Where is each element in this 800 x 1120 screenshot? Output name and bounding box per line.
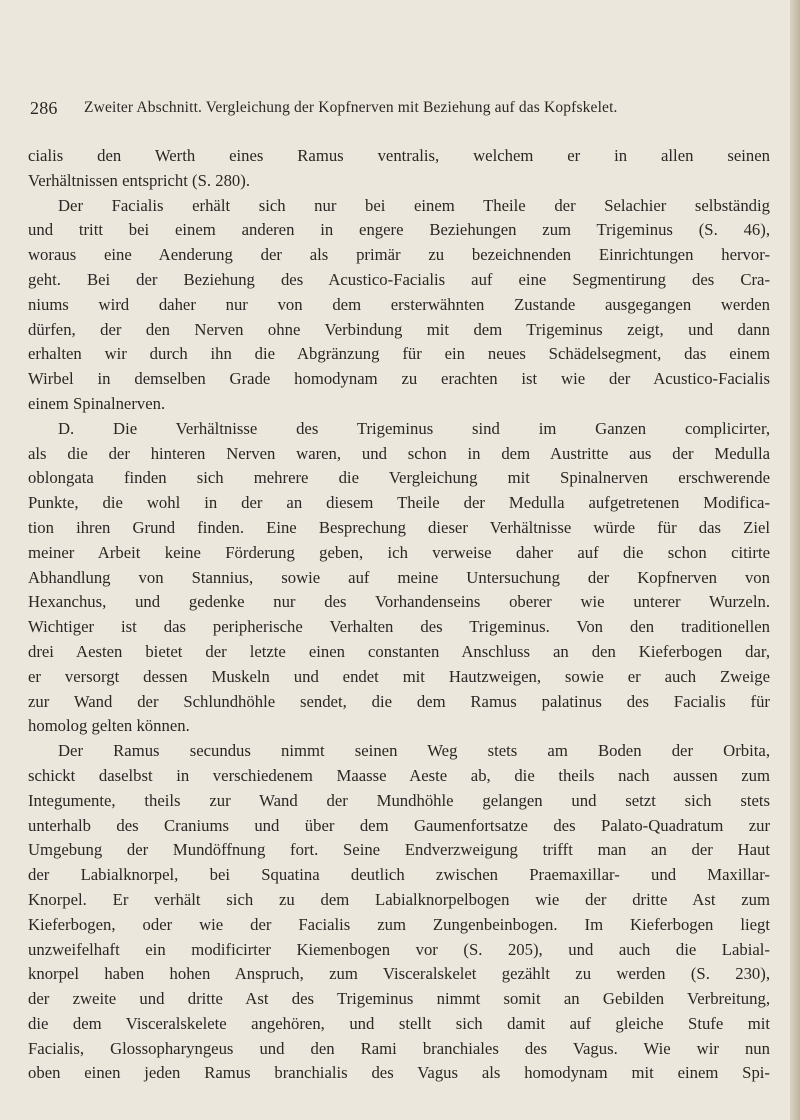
text-line: Kieferbogen, oder wie der Facialis zum Zungenbeinbogen. Im Kieferbogen liegt xyxy=(28,914,770,934)
text-line: schickt daselbst in verschiedenem Maasse Aeste ab, die theils nach aussen zum xyxy=(28,765,770,785)
text-line: die dem Visceralskelete angehören, und stellt sich damit auf gleiche Stufe mit xyxy=(28,1013,770,1033)
text-line: unzweifelhaft ein modificirter Kiemenbogen vor (S. 205), und auch die Labial- xyxy=(28,939,770,959)
running-head: Zweiter Abschnitt. Vergleichung der Kopfnerven mit Beziehung auf das Kopfskelet. xyxy=(84,99,618,116)
text-line: Integumente, theils zur Wand der Mundhöhle gelangen und setzt sich stets xyxy=(28,790,770,810)
text-line: Umgebung der Mundöffnung fort. Seine Endverzweigung trifft man an der Haut xyxy=(28,840,770,860)
text-line: Facialis, Glossopharyngeus und den Rami branchiales des Vagus. Wie wir nun xyxy=(28,1038,770,1058)
text-line: meiner Arbeit keine Förderung geben, ich verweise daher auf die schon citirte xyxy=(28,542,770,562)
text-line: geht. Bei der Beziehung des Acustico-Facialis auf eine Segmentirung des Cra- xyxy=(28,269,770,289)
text-line: woraus eine Aenderung der als primär zu bezeichnenden Einrichtungen hervor- xyxy=(28,245,770,265)
text-line: niums wird daher nur von dem ersterwähnten Zustande ausgegangen werden xyxy=(28,294,770,314)
text-line: homolog gelten können. xyxy=(28,716,190,736)
text-line: Der Facialis erhält sich nur bei einem Theile der Selachier selbständig xyxy=(58,195,770,215)
body-text xyxy=(28,144,770,1086)
text-line: tion ihren Grund finden. Eine Besprechung dieser Verhältnisse würde für das Ziel xyxy=(28,517,770,537)
text-line: drei Aesten bietet der letzte einen constanten Anschluss an den Kieferbogen dar, xyxy=(28,641,770,661)
text-line: der zweite und dritte Ast des Trigeminus nimmt somit an Gebilden Verbreitung, xyxy=(28,989,770,1009)
text-line: oblongata finden sich mehrere die Vergleichung mit Spinalnerven erschwerende xyxy=(28,468,770,488)
text-line: Wichtiger ist das peripherische Verhalten des Trigeminus. Von den traditionellen xyxy=(28,617,770,637)
text-line: Wirbel in demselben Grade homodynam zu erachten ist wie der Acustico-Facialis xyxy=(28,369,770,389)
text-line: unterhalb des Craniums und über dem Gaumenfortsatze des Palato-Quadratum zur xyxy=(28,815,770,835)
text-line: knorpel haben hohen Anspruch, zum Visceralskelet gezählt zu werden (S. 230), xyxy=(28,964,770,984)
text-line: einem Spinalnerven. xyxy=(28,393,166,413)
text-line: cialis den Werth eines Ramus ventralis, welchem er in allen seinen xyxy=(28,146,770,165)
text-line: dürfen, der den Nerven ohne Verbindung mit dem Trigeminus zeigt, und dann xyxy=(28,319,770,339)
text-line: Hexanchus, und gedenke nur des Vorhandenseins oberer wie unterer Wurzeln. xyxy=(28,592,770,612)
text-line: und tritt bei einem anderen in engere Beziehungen zum Trigeminus (S. 46), xyxy=(28,220,770,240)
text-line: Knorpel. Er verhält sich zu dem Labialknorpelbogen wie der dritte Ast zum xyxy=(28,889,770,909)
text-line: als die der hinteren Nerven waren, und schon in dem Austritte aus der Medulla xyxy=(28,443,770,463)
page-header xyxy=(30,96,760,120)
text-line: der Labialknorpel, bei Squatina deutlich zwischen Praemaxillar- und Maxillar- xyxy=(28,865,770,885)
text-line: oben einen jeden Ramus branchialis des Vagus als homodynam mit einem Spi- xyxy=(28,1063,770,1083)
page-number: 286 xyxy=(30,98,58,118)
text-line: D. Die Verhältnisse des Trigeminus sind im Ganzen complicirter, xyxy=(58,418,770,438)
text-line: Verhältnissen entspricht (S. 280). xyxy=(28,170,250,190)
text-line: er versorgt dessen Muskeln und endet mit Hautzweigen, sowie er auch Zweige xyxy=(28,666,770,686)
text-line: Der Ramus secundus nimmt seinen Weg stets am Boden der Orbita, xyxy=(58,741,770,761)
page-edge-shadow xyxy=(790,0,800,1120)
text-line: Punkte, die wohl in der an diesem Theile der Medulla aufgetretenen Modifica- xyxy=(28,493,770,513)
text-line: Abhandlung von Stannius, sowie auf meine Untersuchung der Kopfnerven von xyxy=(28,567,770,587)
text-line: erhalten wir durch ihn die Abgränzung für ein neues Schädelsegment, das einem xyxy=(28,344,770,364)
text-line: zur Wand der Schlundhöhle sendet, die dem Ramus palatinus des Facialis für xyxy=(28,691,770,711)
